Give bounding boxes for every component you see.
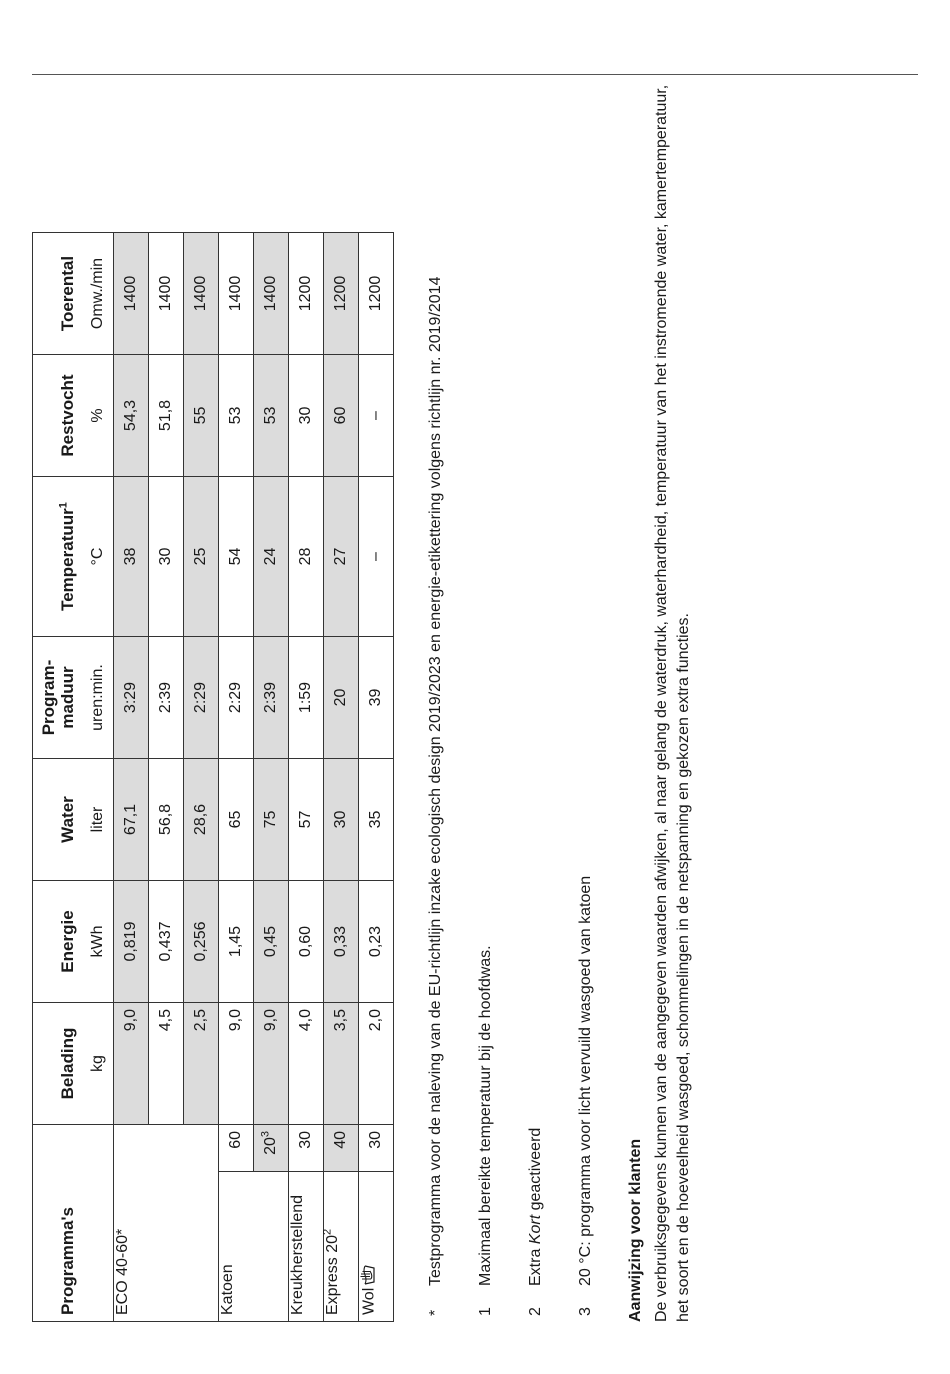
- cell-duur: 2:39: [149, 637, 184, 759]
- cell-belading: 9,0: [254, 1003, 289, 1125]
- program-kreukherstellend: Kreukherstellend: [289, 1172, 324, 1322]
- cell-water: 75: [254, 759, 289, 881]
- cell-toerental: 1200: [359, 233, 394, 355]
- table-row: [219, 233, 254, 1322]
- cell-energie: 0,819: [114, 881, 149, 1003]
- header-programmaduur-line1: Program-: [39, 659, 58, 736]
- cell-restvocht: 54,3: [114, 355, 149, 477]
- table-row: [254, 233, 289, 1322]
- cell-belading: 3,5: [324, 1003, 359, 1125]
- cell-belading: 4,0: [289, 1003, 324, 1125]
- footnote-1: 1 Maximaal bereikte temperatuur bij de hoofdwas.: [477, 945, 494, 1316]
- cell-temp-setting: 60: [219, 1125, 254, 1172]
- table-row: [324, 233, 359, 1322]
- cell-temperatuur: 24: [254, 477, 289, 637]
- header-water: Water: [58, 796, 77, 843]
- cell-temperatuur: 28: [289, 477, 324, 637]
- cell-water: 28,6: [184, 759, 219, 881]
- cell-energie: 0,60: [289, 881, 324, 1003]
- cell-duur: 39: [359, 637, 394, 759]
- cell-temperatuur: 54: [219, 477, 254, 637]
- footnote-ref-2: 2: [321, 1228, 334, 1235]
- cell-toerental: 1200: [324, 233, 359, 355]
- unit-energie: kWh: [83, 881, 114, 1003]
- unit-toerental: Omw./min: [83, 233, 114, 355]
- cell-toerental: 1400: [184, 233, 219, 355]
- unit-belading: kg: [83, 1003, 114, 1125]
- cell-belading: 2,5: [184, 1003, 219, 1125]
- header-belading: Belading: [58, 1027, 77, 1100]
- advice-title: Aanwijzing voor klanten: [627, 1138, 644, 1322]
- cell-belading: 9,0: [114, 1003, 149, 1125]
- footnote-2: 2 Extra Kort geactiveerd: [527, 1127, 544, 1316]
- program-express: Express $20^2$: [324, 1172, 359, 1322]
- table-row: [289, 233, 324, 1322]
- cell-energie: 0,437: [149, 881, 184, 1003]
- hand-wash-icon: [359, 1265, 380, 1285]
- cell-temperatuur: 38: [114, 477, 149, 637]
- header-programmas: Programma's: [58, 1207, 77, 1315]
- footnote-asterisk: * Testprogramma voor de naleving van de EU-richtlijn inzake ecologisch design 2019/2023 en energie-etikettering volgens richtlijn nr. 2019/2014: [427, 276, 444, 1316]
- cell-temperatuur: 25: [184, 477, 219, 637]
- cell-restvocht: 30: [289, 355, 324, 477]
- cell-belading: 4,5: [149, 1003, 184, 1125]
- table-row: [114, 233, 149, 1322]
- cell-duur: 2:29: [184, 637, 219, 759]
- unit-programmaduur: uren:min.: [83, 637, 114, 759]
- unit-temperatuur: °C: [83, 477, 114, 637]
- cell-belading: 2,0: [359, 1003, 394, 1125]
- footnote-ref-1: 1: [57, 502, 70, 509]
- cell-energie: 0,256: [184, 881, 219, 1003]
- cell-temp-setting: 30: [289, 1125, 324, 1172]
- header-energie: Energie: [58, 910, 77, 973]
- cell-water: 67,1: [114, 759, 149, 881]
- table-header-row: [33, 233, 84, 1322]
- cell-water: 30: [324, 759, 359, 881]
- cell-water: 65: [219, 759, 254, 881]
- cell-restvocht: 51,8: [149, 355, 184, 477]
- program-wol: Wol: [359, 1172, 394, 1322]
- unit-restvocht: %: [83, 355, 114, 477]
- header-programmaduur-line2: maduur: [58, 666, 77, 729]
- footnote-ref-3: 3: [259, 1131, 272, 1138]
- cell-energie: 0,33: [324, 881, 359, 1003]
- cell-water: 56,8: [149, 759, 184, 881]
- cell-temp-setting: $20^3$: [254, 1125, 289, 1172]
- cell-temperatuur: 27: [324, 477, 359, 637]
- cell-toerental: 1400: [149, 233, 184, 355]
- cell-restvocht: –: [359, 355, 394, 477]
- cell-duur: 2:39: [254, 637, 289, 759]
- unit-water: liter: [83, 759, 114, 881]
- cell-restvocht: 55: [184, 355, 219, 477]
- cell-energie: 0,23: [359, 881, 394, 1003]
- cell-water: 57: [289, 759, 324, 881]
- cell-restvocht: 60: [324, 355, 359, 477]
- cell-duur: 3:29: [114, 637, 149, 759]
- program-eco: ECO 40-60*: [114, 1125, 219, 1322]
- cell-toerental: 1400: [254, 233, 289, 355]
- header-temperatuur: Temperatuur$^1$: [57, 502, 77, 611]
- cell-temp-setting: 40: [324, 1125, 359, 1172]
- cell-temperatuur: 30: [149, 477, 184, 637]
- cell-toerental: 1400: [219, 233, 254, 355]
- program-katoen: Katoen: [219, 1172, 289, 1322]
- cell-restvocht: 53: [254, 355, 289, 477]
- cell-temp-setting: 30: [359, 1125, 394, 1172]
- cell-belading: 9,0: [219, 1003, 254, 1125]
- cell-energie: 0,45: [254, 881, 289, 1003]
- table-unit-row: [83, 233, 114, 1322]
- cell-temperatuur: –: [359, 477, 394, 637]
- cell-water: 35: [359, 759, 394, 881]
- footnotes-section: [425, 62, 695, 1322]
- header-toerental: Toerental: [58, 255, 77, 332]
- table-row: [359, 233, 394, 1322]
- cell-toerental: 1400: [114, 233, 149, 355]
- cell-duur: 2:29: [219, 637, 254, 759]
- cell-duur: 20: [324, 637, 359, 759]
- cell-energie: 1,45: [219, 881, 254, 1003]
- footnote-3: 3 20 °C: programma voor licht vervuild wasgoed van katoen: [577, 875, 594, 1316]
- cell-duur: 1:59: [289, 637, 324, 759]
- advice-text: De verbruiksgegevens kunnen van de aangegeven waarden afwijken, al naar gelang de waterdruk, waterhardheid, temperatuur van het instromende water, kamertemperatuur, het soort en de hoeveelheid wasgoed, schommelingen in de netspanning en gekozen extra functies.: [653, 84, 692, 1322]
- cell-restvocht: 53: [219, 355, 254, 477]
- header-restvocht: Restvocht: [58, 374, 77, 457]
- consumption-table: [32, 232, 394, 1322]
- cell-toerental: 1200: [289, 233, 324, 355]
